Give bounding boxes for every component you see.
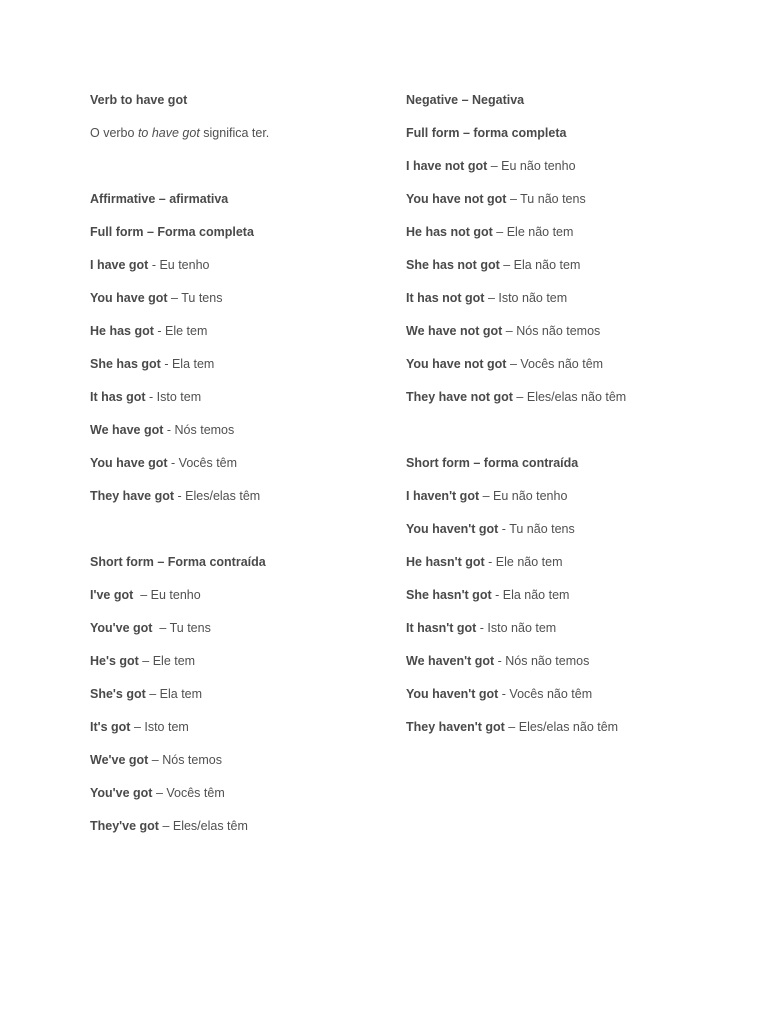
spacer [90,156,380,189]
list-item [90,783,380,816]
english-phrase: He hasn't got [406,555,485,569]
intro-emphasis: to have got [137,126,200,140]
english-phrase: You have got [90,456,168,470]
english-phrase: They have got [90,489,175,503]
english-phrase: It has got [90,390,146,404]
list-item [406,156,736,189]
affirmative-full-form-heading: Full form – Forma completa [90,225,254,239]
list-item [406,222,736,255]
portuguese-translation: - Tu não tens [498,522,575,536]
portuguese-translation: – Eu tenho [133,588,201,602]
list-item [90,585,380,618]
english-phrase: I have not got [406,159,488,173]
english-phrase: I haven't got [406,489,480,503]
portuguese-translation: - Ela não tem [491,588,570,602]
english-phrase: I have got [90,258,149,272]
portuguese-translation: – Nós não temos [502,324,601,338]
intro-paragraph [90,123,380,156]
english-phrase: You've got [90,786,153,800]
portuguese-translation: – Tu não tens [506,192,586,206]
document-title: Verb to have got [90,93,188,107]
list-item [90,618,380,651]
portuguese-translation: - Vocês têm [167,456,238,470]
portuguese-translation: – Ele tem [138,654,196,668]
portuguese-translation: – Isto não tem [484,291,568,305]
intro-suffix: significa ter. [199,126,270,140]
list-item [90,321,380,354]
portuguese-translation: - Nós temos [163,423,235,437]
english-phrase: We have not got [406,324,503,338]
portuguese-translation: – Eles/elas não têm [504,720,619,734]
english-phrase: They have not got [406,390,513,404]
list-item [406,552,736,585]
list-item [406,585,736,618]
english-phrase: You have got [90,291,168,305]
list-item [90,486,380,519]
list-item [406,486,736,519]
portuguese-translation: - Eles/elas têm [174,489,261,503]
english-phrase: He has not got [406,225,493,239]
english-phrase: I've got [90,588,134,602]
list-item [90,717,380,750]
affirmative-short-form-heading: Short form – Forma contraída [90,555,266,569]
portuguese-translation: – Ela não tem [499,258,581,272]
list-item [90,354,380,387]
english-phrase: We've got [90,753,149,767]
english-phrase: You haven't got [406,687,499,701]
portuguese-translation: - Vocês não têm [498,687,593,701]
portuguese-translation: - Ele não tem [484,555,563,569]
portuguese-translation: – Tu tens [167,291,223,305]
list-item [90,420,380,453]
list-item [406,519,736,552]
portuguese-translation: - Isto tem [145,390,202,404]
english-phrase: They've got [90,819,159,833]
english-phrase: He has got [90,324,154,338]
portuguese-translation: – Ele não tem [492,225,574,239]
portuguese-translation: - Nós não temos [494,654,590,668]
list-item [406,189,736,222]
portuguese-translation: – Vocês têm [152,786,225,800]
portuguese-translation: – Nós temos [148,753,222,767]
right-column [406,90,736,750]
english-phrase: We haven't got [406,654,495,668]
list-item [90,288,380,321]
list-item [90,387,380,420]
intro-prefix: O verbo [90,126,138,140]
affirmative-heading: Affirmative – afirmativa [90,192,229,206]
spacer [90,519,380,552]
english-phrase: It has not got [406,291,485,305]
english-phrase: She has got [90,357,161,371]
spacer [406,420,736,453]
portuguese-translation: - Eu tenho [148,258,210,272]
portuguese-translation: – Eu não tenho [487,159,576,173]
list-item [406,651,736,684]
list-item [406,717,736,750]
list-item [90,684,380,717]
portuguese-translation: – Eu não tenho [479,489,568,503]
list-item [406,321,736,354]
list-item [406,288,736,321]
list-item [406,255,736,288]
portuguese-translation: – Eles/elas têm [158,819,248,833]
list-item [406,684,736,717]
list-item [90,750,380,783]
list-item [406,354,736,387]
portuguese-translation: – Ela tem [145,687,203,701]
list-item [406,618,736,651]
english-phrase: She has not got [406,258,500,272]
english-phrase: He's got [90,654,139,668]
portuguese-translation: - Ele tem [153,324,208,338]
english-phrase: It hasn't got [406,621,477,635]
english-phrase: She hasn't got [406,588,492,602]
english-phrase: It's got [90,720,131,734]
negative-short-form-heading: Short form – forma contraída [406,456,579,470]
portuguese-translation: - Ela tem [160,357,215,371]
list-item [90,453,380,486]
english-phrase: She's got [90,687,146,701]
portuguese-translation: - Isto não tem [476,621,557,635]
list-item [90,255,380,288]
negative-full-form-heading: Full form – forma completa [406,126,567,140]
portuguese-translation: – Isto tem [130,720,189,734]
portuguese-translation: – Vocês não têm [506,357,604,371]
list-item [90,816,380,849]
english-phrase: You haven't got [406,522,499,536]
list-item [90,651,380,684]
left-column [90,90,380,849]
portuguese-translation: – Tu tens [152,621,211,635]
english-phrase: You've got [90,621,153,635]
english-phrase: You have not got [406,357,507,371]
english-phrase: They haven't got [406,720,505,734]
english-phrase: We have got [90,423,164,437]
list-item [406,387,736,420]
negative-heading: Negative – Negativa [406,93,525,107]
portuguese-translation: – Eles/elas não têm [512,390,627,404]
english-phrase: You have not got [406,192,507,206]
